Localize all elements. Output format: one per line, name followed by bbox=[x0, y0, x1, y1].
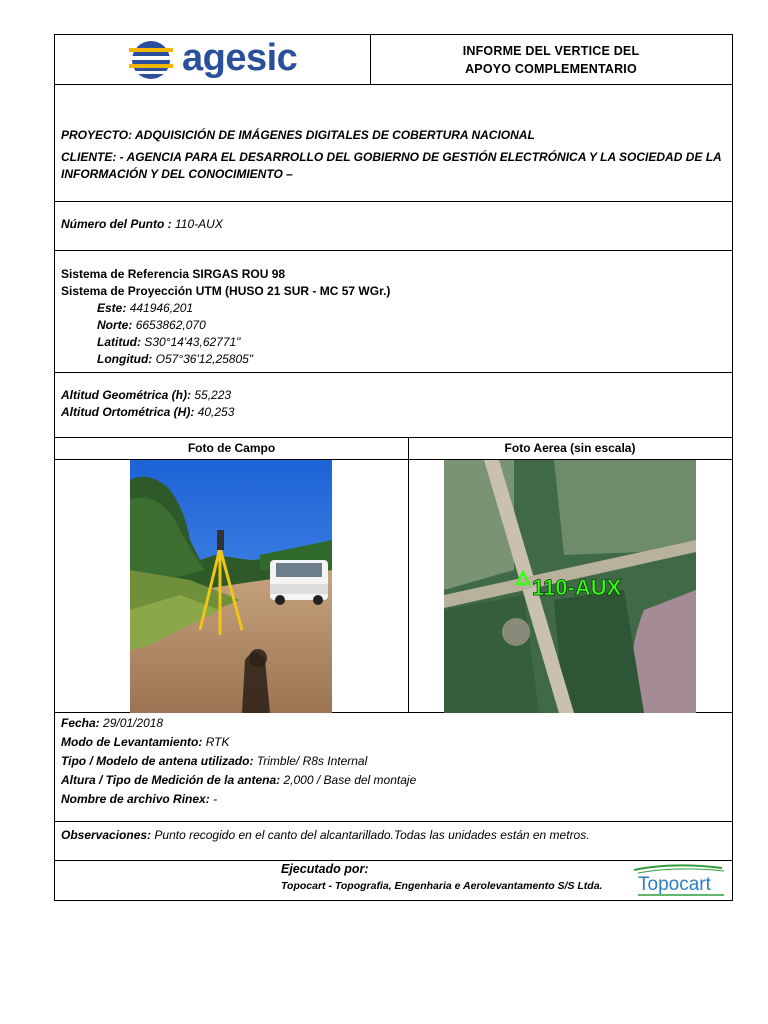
geometric-altitude-label: Altitud Geométrica (h): bbox=[61, 388, 192, 402]
point-number-value: 110-AUX bbox=[175, 217, 223, 231]
project-section bbox=[55, 85, 732, 202]
modo-row bbox=[61, 734, 726, 751]
projection-system: Sistema de Proyección UTM (HUSO 21 SUR - MC 57 WGr.) bbox=[61, 284, 391, 298]
report-header bbox=[55, 35, 732, 85]
altura-value: 2,000 / Base del montaje bbox=[283, 773, 417, 787]
truck bbox=[270, 560, 328, 605]
ejecutado-label: Ejecutado por: bbox=[281, 862, 369, 876]
modo-value: RTK bbox=[205, 735, 230, 749]
field-photo-cell bbox=[55, 460, 409, 712]
footer-section bbox=[55, 861, 732, 901]
agesic-logo-text: agesic bbox=[182, 37, 298, 79]
point-section bbox=[55, 202, 732, 251]
rinex-row bbox=[61, 791, 726, 808]
modo-label: Modo de Levantamiento: bbox=[61, 735, 203, 749]
aerial-point-label: 110-AUX bbox=[532, 575, 622, 600]
geometric-altitude-value: 55,223 bbox=[194, 388, 232, 402]
topocart-logo-text: Topocart bbox=[638, 874, 711, 895]
aerial-photo-cell bbox=[408, 460, 732, 712]
point-number bbox=[61, 216, 726, 233]
survey-section bbox=[55, 713, 732, 822]
report-title-line2: APOYO COMPLEMENTARIO bbox=[465, 61, 637, 76]
photo-section bbox=[55, 460, 732, 713]
topocart-logo bbox=[632, 864, 728, 898]
longitud-row bbox=[61, 351, 726, 368]
observaciones-value: Punto recogido en el canto del alcantarillado.Todas las unidades están en metros. bbox=[154, 828, 590, 842]
este-row bbox=[61, 300, 726, 317]
field-photo bbox=[130, 460, 332, 713]
altura-row bbox=[61, 772, 726, 789]
project-name: PROYECTO: ADQUISICIÓN DE IMÁGENES DIGITALES DE COBERTURA NACIONAL bbox=[61, 128, 535, 142]
altura-label: Altura / Tipo de Medición de la antena: bbox=[61, 773, 281, 787]
company-name: Topocart - Topografia, Engenharia e Aerolevantamento S/S Ltda. bbox=[281, 880, 603, 892]
report-title-line1: INFORME DEL VERTICE DEL bbox=[462, 43, 640, 58]
agesic-mark-icon bbox=[129, 40, 173, 80]
geometric-altitude bbox=[61, 387, 726, 404]
este-value: 441946,201 bbox=[129, 301, 194, 315]
reference-section bbox=[55, 251, 732, 373]
photo-headers bbox=[55, 438, 732, 460]
orthometric-altitude bbox=[61, 404, 726, 421]
longitud-value: O57°36'12,25805" bbox=[155, 352, 254, 366]
este-label: Este: bbox=[97, 301, 127, 315]
antena-row bbox=[61, 753, 726, 770]
vertex-report bbox=[54, 34, 733, 901]
norte-row bbox=[61, 317, 726, 334]
longitud-label: Longitud: bbox=[97, 352, 153, 366]
latitud-row bbox=[61, 334, 726, 351]
fecha-row bbox=[61, 715, 726, 732]
norte-value: 6653862,070 bbox=[135, 318, 206, 332]
fecha-label: Fecha: bbox=[61, 716, 100, 730]
field-photo-title: Foto de Campo bbox=[55, 438, 409, 459]
latitud-label: Latitud: bbox=[97, 335, 141, 349]
observaciones-section bbox=[55, 822, 732, 861]
norte-label: Norte: bbox=[97, 318, 133, 332]
fecha-value: 29/01/2018 bbox=[103, 716, 164, 730]
orthometric-altitude-label: Altitud Ortométrica (H): bbox=[61, 405, 195, 419]
aerial-photo bbox=[444, 460, 696, 713]
rinex-label: Nombre de archivo Rinex: bbox=[61, 792, 210, 806]
rinex-value: - bbox=[213, 792, 218, 806]
orthometric-altitude-value: 40,253 bbox=[197, 405, 235, 419]
client-name: CLIENTE: - AGENCIA PARA EL DESARROLLO DEL GOBIERNO DE GESTIÓN ELECTRÓNICA Y LA SOCIEDAD DE LA INFORMACIÓN Y DEL CONOCIMIENTO – bbox=[61, 150, 722, 181]
antena-value: Trimble/ R8s Internal bbox=[256, 754, 368, 768]
observaciones-label: Observaciones: bbox=[61, 828, 152, 842]
antena-label: Tipo / Modelo de antena utilizado: bbox=[61, 754, 254, 768]
point-number-label: Número del Punto : bbox=[61, 217, 172, 231]
latitud-value: S30°14'43,62771" bbox=[144, 335, 241, 349]
agesic-logo bbox=[55, 35, 371, 84]
aerial-photo-title: Foto Aerea (sin escala) bbox=[504, 441, 636, 455]
altitude-section bbox=[55, 373, 732, 438]
reference-system: Sistema de Referencia SIRGAS ROU 98 bbox=[61, 267, 286, 281]
report-title bbox=[370, 35, 732, 84]
observaciones-row bbox=[61, 827, 726, 844]
